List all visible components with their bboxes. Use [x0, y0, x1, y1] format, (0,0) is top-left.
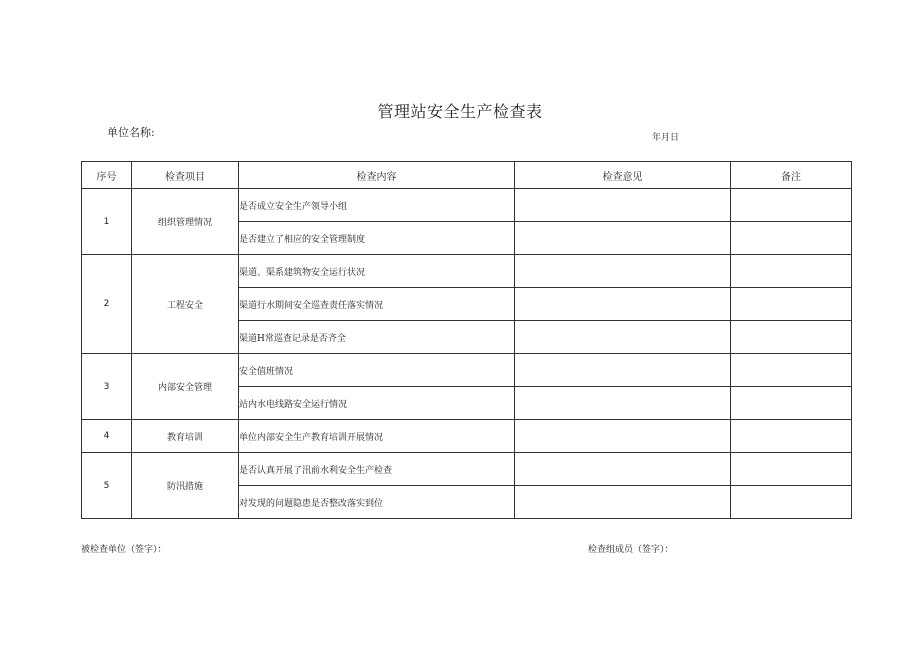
- table-row: [82, 354, 852, 387]
- header-seq: 序号: [82, 162, 132, 189]
- date-label: 年月日: [652, 133, 680, 143]
- inspection-table: [81, 161, 852, 519]
- header-content: 检查内容: [239, 162, 515, 189]
- content-cell: 是否建立了相应的安全管理制度: [239, 222, 515, 255]
- header-opinion: 检查意见: [515, 162, 731, 189]
- item-cell: 教育培训: [132, 420, 239, 453]
- remark-cell[interactable]: [731, 354, 852, 387]
- seq-cell: 4: [82, 420, 132, 453]
- unit-name-label: 单位名称:: [107, 126, 155, 139]
- remark-cell[interactable]: [731, 288, 852, 321]
- table-row: [82, 255, 852, 288]
- opinion-cell[interactable]: [515, 222, 731, 255]
- item-cell: 防汛措施: [132, 453, 239, 519]
- page-title: 管理站安全生产检查表: [377, 102, 543, 121]
- opinion-cell[interactable]: [515, 387, 731, 420]
- seq-cell: 1: [82, 189, 132, 255]
- table-row: [82, 420, 852, 453]
- opinion-cell[interactable]: [515, 321, 731, 354]
- item-cell: 内部安全管理: [132, 354, 239, 420]
- seq-cell: 3: [82, 354, 132, 420]
- remark-cell[interactable]: [731, 321, 852, 354]
- remark-cell[interactable]: [731, 255, 852, 288]
- content-cell: 渠道、渠系建筑物安全运行状况: [239, 255, 515, 288]
- remark-cell[interactable]: [731, 453, 852, 486]
- remark-cell[interactable]: [731, 420, 852, 453]
- inspector-signature-label: 检查组成员（签字）：: [588, 545, 674, 555]
- content-cell: 是否认真开展了汛前水利安全生产检查: [239, 453, 515, 486]
- inspected-unit-signature-label: 被检查单位（签字）：: [81, 545, 167, 555]
- opinion-cell[interactable]: [515, 354, 731, 387]
- content-cell: 单位内部安全生产教育培训开展情况: [239, 420, 515, 453]
- remark-cell[interactable]: [731, 486, 852, 519]
- content-cell: 对发现的问题隐患是否整改落实到位: [239, 486, 515, 519]
- remark-cell[interactable]: [731, 189, 852, 222]
- remark-cell[interactable]: [731, 387, 852, 420]
- opinion-cell[interactable]: [515, 420, 731, 453]
- content-cell: 安全值班情况: [239, 354, 515, 387]
- seq-cell: 5: [82, 453, 132, 519]
- table-row: [82, 189, 852, 222]
- content-cell: 渠道H常巡查记录是否齐全: [239, 321, 515, 354]
- remark-cell[interactable]: [731, 222, 852, 255]
- header-remark: 备注: [731, 162, 852, 189]
- content-cell: 站内水电线路安全运行情况: [239, 387, 515, 420]
- opinion-cell[interactable]: [515, 486, 731, 519]
- opinion-cell[interactable]: [515, 255, 731, 288]
- opinion-cell[interactable]: [515, 453, 731, 486]
- table-row: [82, 453, 852, 486]
- header-item: 检查项目: [132, 162, 239, 189]
- item-cell: 组织管理情况: [132, 189, 239, 255]
- content-cell: 是否成立安全生产领导小组: [239, 189, 515, 222]
- table-header-row: [82, 162, 852, 189]
- item-cell: 工程安全: [132, 255, 239, 354]
- seq-cell: 2: [82, 255, 132, 354]
- opinion-cell[interactable]: [515, 189, 731, 222]
- content-cell: 渠道行水期间安全巡查责任落实情况: [239, 288, 515, 321]
- opinion-cell[interactable]: [515, 288, 731, 321]
